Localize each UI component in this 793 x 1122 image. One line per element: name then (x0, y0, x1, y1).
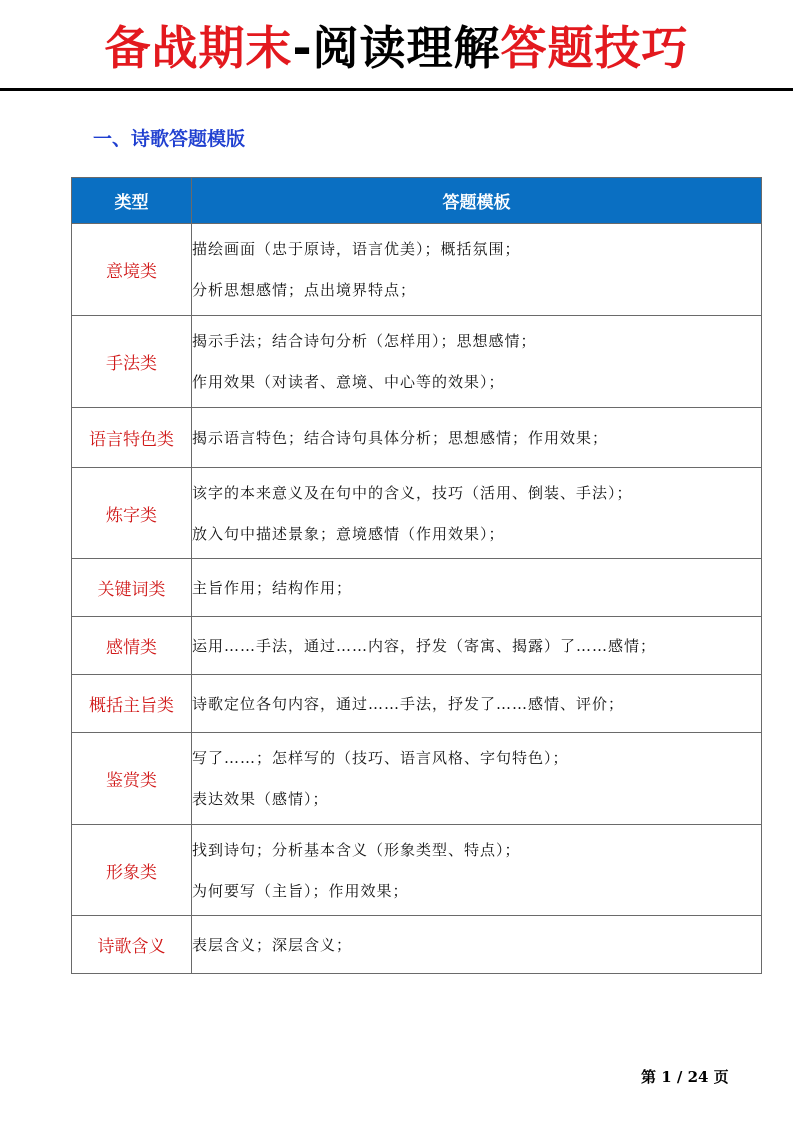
template-line: 主旨作用；结构作用； (192, 578, 353, 597)
row-type-label: 关键词类 (72, 559, 192, 617)
table-row (72, 675, 762, 733)
table-row (72, 916, 762, 974)
table-row (72, 825, 762, 916)
column-header-template: 答题模板 (192, 178, 762, 224)
template-line: 写了……；怎样写的（技巧、语言风格、字句特色）； (192, 749, 569, 767)
template-line: 分析思想感情；点出境界特点； (192, 281, 417, 299)
row-type-label: 诗歌含义 (72, 916, 192, 974)
table-row (72, 617, 762, 675)
row-type-label: 语言特色类 (72, 408, 192, 468)
title-divider (0, 88, 793, 91)
row-template-cell (192, 559, 762, 617)
template-line: 揭示语言特色；结合诗句具体分析；思想感情；作用效果； (192, 428, 609, 447)
row-template-cell (192, 675, 762, 733)
template-line: 该字的本来意义及在句中的含义，技巧（活用、倒装、手法）； (192, 483, 633, 502)
row-template-cell (192, 617, 762, 675)
template-line: 表达效果（感情）； (192, 790, 329, 808)
row-template-cell (192, 224, 762, 316)
row-type-label: 意境类 (72, 224, 192, 316)
row-type-label: 手法类 (72, 316, 192, 408)
template-line: 找到诗句；分析基本含义（形象类型、特点）； (192, 840, 521, 859)
row-type-label: 形象类 (72, 825, 192, 916)
table-row (72, 559, 762, 617)
template-line: 诗歌定位各句内容，通过……手法，抒发了……感情、评价； (192, 694, 625, 713)
template-line: 揭示手法；结合诗句分析（怎样用）；思想感情； (192, 332, 537, 350)
row-template-cell (192, 825, 762, 916)
template-line: 表层含义；深层含义； (192, 935, 353, 954)
row-type-label: 鉴赏类 (72, 733, 192, 825)
table-header-row (72, 178, 762, 224)
page-number: 第 1 / 24 页 (641, 1068, 729, 1086)
template-line: 运用……手法，通过……内容，抒发（寄寓、揭露）了……感情； (192, 636, 657, 655)
table-row (72, 468, 762, 559)
title-part-2: -阅读理解 (292, 21, 501, 75)
row-template-cell (192, 916, 762, 974)
answer-template-table (71, 177, 762, 974)
page-title (0, 18, 793, 78)
row-template-cell (192, 468, 762, 559)
row-type-label: 概括主旨类 (72, 675, 192, 733)
table-row (72, 224, 762, 316)
template-line: 作用效果（对读者、意境、中心等的效果）； (192, 373, 505, 391)
title-part-3: 答题技巧 (500, 21, 689, 75)
template-line: 描绘画面（忠于原诗，语言优美）；概括氛围； (192, 240, 521, 258)
template-line: 为何要写（主旨）；作用效果； (192, 881, 409, 900)
row-type-label: 炼字类 (72, 468, 192, 559)
row-template-cell (192, 408, 762, 468)
table-row (72, 408, 762, 468)
section-heading: 一、诗歌答题模版 (93, 128, 246, 150)
column-header-type: 类型 (72, 178, 192, 224)
row-template-cell (192, 316, 762, 408)
row-template-cell (192, 733, 762, 825)
table-row (72, 733, 762, 825)
row-type-label: 感情类 (72, 617, 192, 675)
template-line: 放入句中描述景象；意境感情（作用效果）； (192, 524, 505, 543)
title-part-1: 备战期末 (104, 21, 293, 75)
table-row (72, 316, 762, 408)
